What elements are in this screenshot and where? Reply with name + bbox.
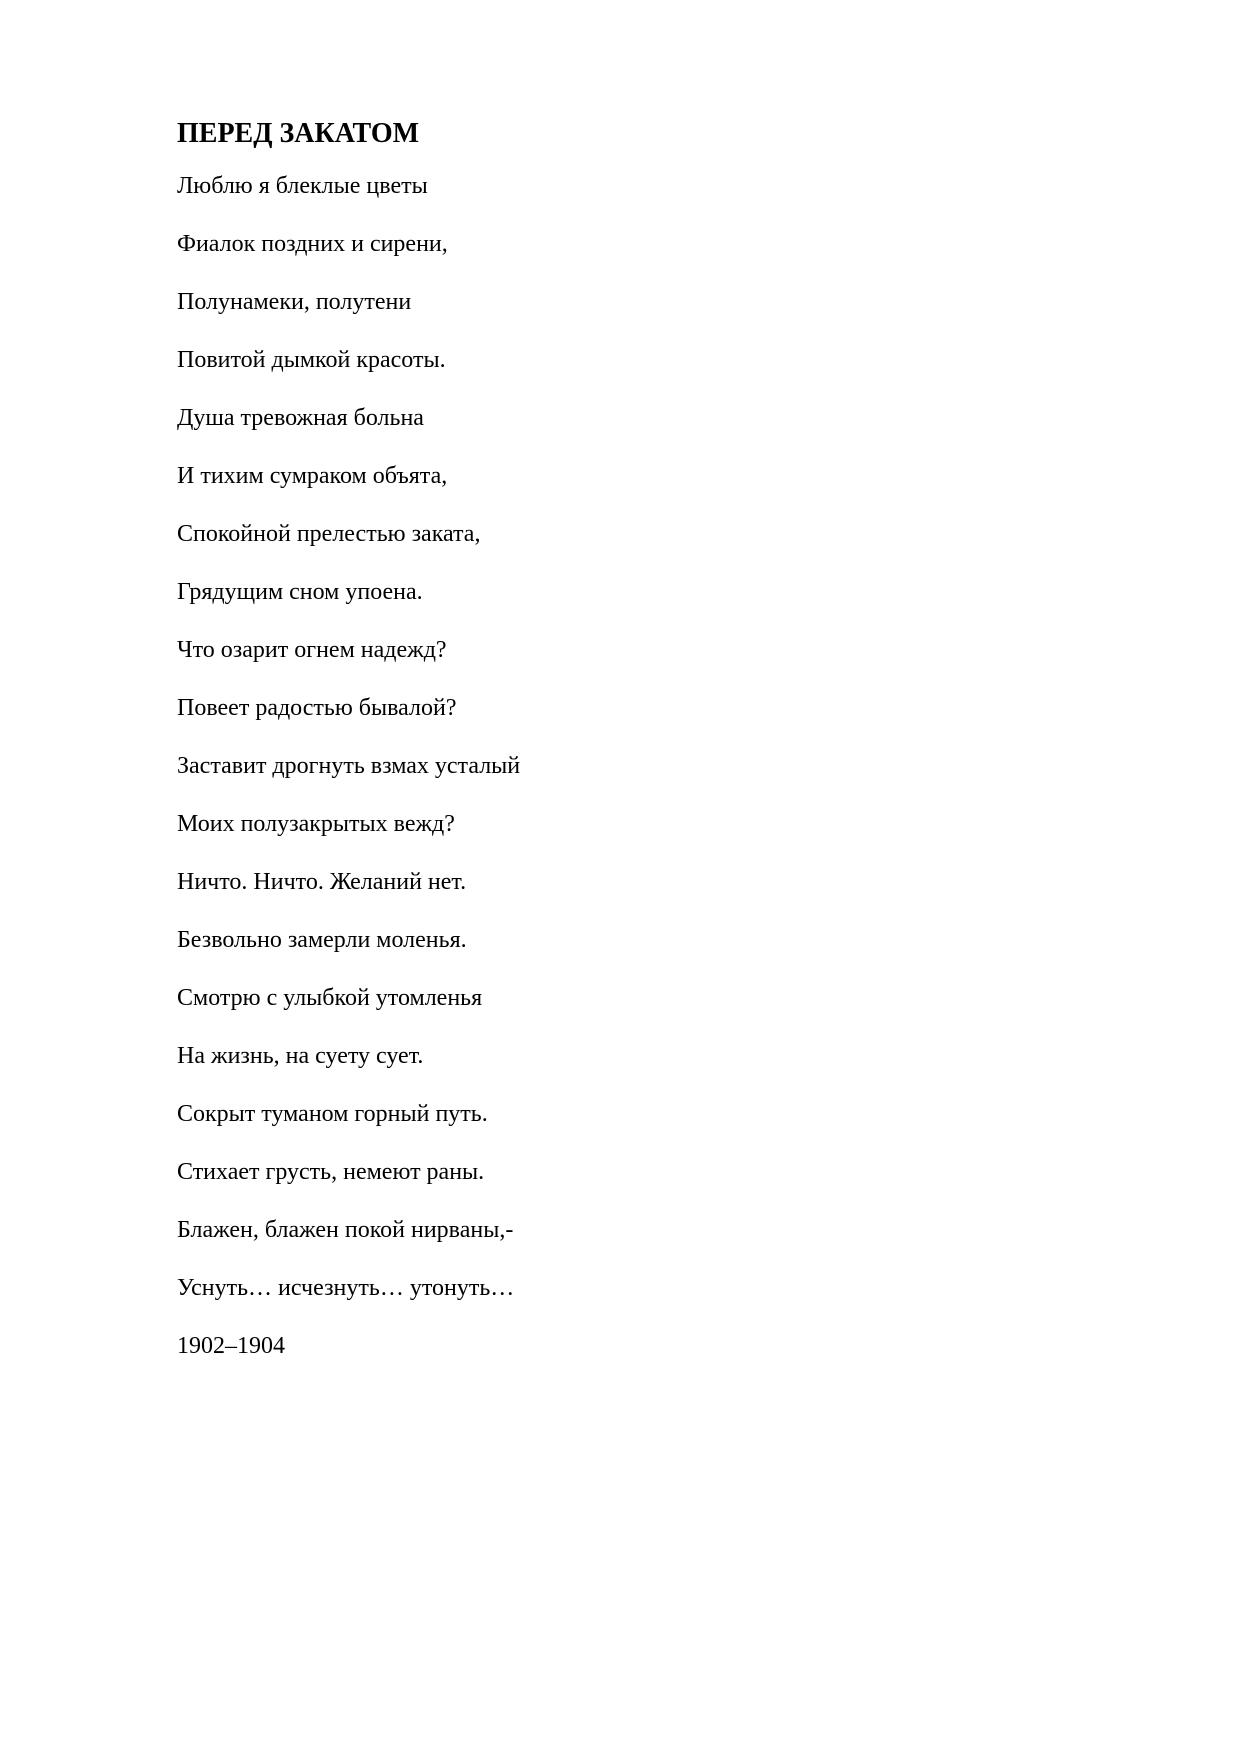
poem-line: На жизнь, на суету сует. [177, 1043, 424, 1069]
poem-date: 1902–1904 [177, 1333, 285, 1359]
poem-line: Грядущим сном упоена. [177, 579, 423, 605]
poem-line: Что озарит огнем надежд? [177, 637, 447, 663]
poem [177, 114, 1077, 1362]
poem-lines [177, 170, 1077, 1362]
poem-line: Ничто. Ничто. Желаний нет. [177, 869, 467, 895]
poem-line: Смотрю с улыбкой утомленья [177, 985, 483, 1011]
poem-line: Полунамеки, полутени [177, 289, 412, 315]
poem-line: Люблю я блеклые цветы [177, 173, 428, 199]
poem-line: Стихает грусть, немеют раны. [177, 1159, 485, 1185]
poem-line: Повитой дымкой красоты. [177, 347, 446, 373]
poem-line: Сокрыт туманом горный путь. [177, 1101, 488, 1127]
poem-line: Фиалок поздних и сирени, [177, 231, 448, 257]
poem-line: Душа тревожная больна [177, 405, 424, 431]
poem-line: Моих полузакрытых вежд? [177, 811, 455, 837]
poem-line: Безвольно замерли моленья. [177, 927, 467, 953]
poem-line: Блажен, блажен покой нирваны,- [177, 1217, 514, 1243]
poem-title: ПЕРЕД ЗАКАТОМ [177, 118, 420, 149]
poem-line: Спокойной прелестью заката, [177, 521, 481, 547]
poem-line: Уснуть… исчезнуть… утонуть… [177, 1275, 515, 1301]
poem-line: Заставит дрогнуть взмах усталый [177, 753, 521, 779]
poem-line: И тихим сумраком объята, [177, 463, 448, 489]
poem-line: Повеет радостью бывалой? [177, 695, 457, 721]
